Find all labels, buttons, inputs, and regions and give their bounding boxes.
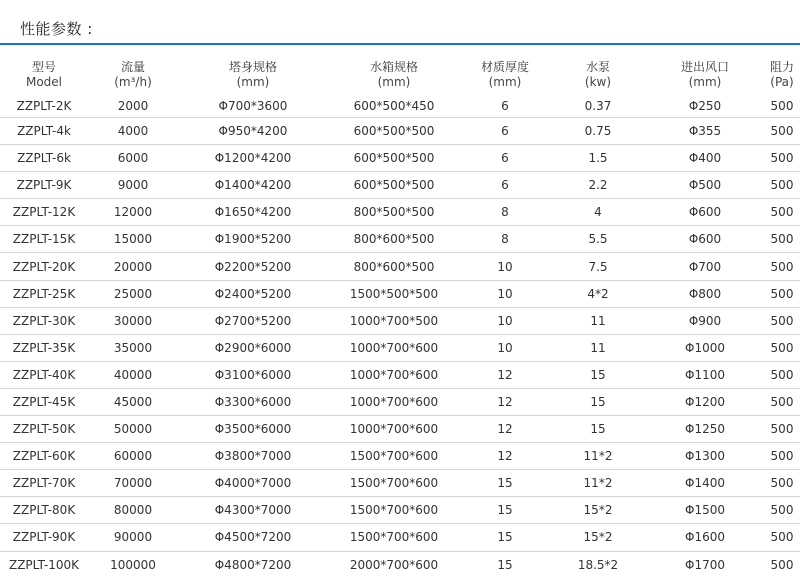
cell-model: ZZPLT-40K [0,361,88,388]
cell-resistance: 500 [764,524,800,551]
cell-thickness: 10 [460,280,550,307]
cell-air-port: Φ1500 [646,497,764,524]
cell-air-port: Φ500 [646,172,764,199]
cell-tower-spec: Φ950*4200 [178,118,328,145]
table-row [0,118,800,145]
cell-tower-spec: Φ3500*6000 [178,416,328,443]
table-row [0,361,800,388]
table-row [0,145,800,172]
header-tower-spec [178,60,328,94]
cell-pump: 11 [550,334,646,361]
cell-resistance: 500 [764,199,800,226]
header-unit: Model [25,75,63,89]
cell-model: ZZPLT-2K [0,94,88,118]
cell-resistance: 500 [764,388,800,415]
cell-resistance: 500 [764,497,800,524]
cell-model: ZZPLT-15K [0,226,88,253]
cell-tank-spec: 800*600*500 [328,253,460,280]
cell-thickness: 8 [460,199,550,226]
cell-thickness: 10 [460,307,550,334]
cell-resistance: 500 [764,280,800,307]
cell-air-port: Φ700 [646,253,764,280]
cell-flow: 2000 [88,94,178,118]
cell-air-port: Φ1600 [646,524,764,551]
header-label: 型号 [31,60,56,74]
cell-pump: 15 [550,361,646,388]
cell-pump: 7.5 [550,253,646,280]
header-label: 塔身规格 [228,60,277,74]
header-label: 水泵 [585,60,610,74]
cell-pump: 1.5 [550,145,646,172]
cell-air-port: Φ400 [646,145,764,172]
cell-pump: 11 [550,307,646,334]
cell-air-port: Φ800 [646,280,764,307]
cell-tower-spec: Φ4000*7000 [178,470,328,497]
table-header [0,60,800,94]
cell-resistance: 500 [764,94,800,118]
table-row [0,199,800,226]
cell-flow: 35000 [88,334,178,361]
cell-air-port: Φ1200 [646,388,764,415]
cell-air-port: Φ1250 [646,416,764,443]
table-row [0,334,800,361]
header-unit: (kw) [584,75,612,89]
cell-tank-spec: 1000*700*600 [328,334,460,361]
header-tank-spec [328,60,460,94]
cell-thickness: 10 [460,334,550,361]
section-title: 性能参数 : [20,20,93,38]
table-row [0,470,800,497]
table-row [0,443,800,470]
table-row [0,172,800,199]
header-air-port [646,60,764,94]
cell-thickness: 6 [460,118,550,145]
cell-pump: 11*2 [550,443,646,470]
cell-thickness: 12 [460,388,550,415]
cell-resistance: 500 [764,172,800,199]
header-label: 流量 [120,60,145,74]
title-divider [0,43,800,45]
cell-tower-spec: Φ1900*5200 [178,226,328,253]
cell-tower-spec: Φ1200*4200 [178,145,328,172]
table-row [0,307,800,334]
cell-air-port: Φ250 [646,94,764,118]
cell-tank-spec: 1500*700*600 [328,497,460,524]
header-unit: (mm) [236,75,270,89]
cell-flow: 60000 [88,443,178,470]
cell-pump: 18.5*2 [577,557,619,572]
header-thickness [460,60,550,94]
cell-pump: 15 [550,388,646,415]
cell-air-port: Φ900 [646,307,764,334]
header-unit: (mm) [488,75,522,89]
header-label: 水箱规格 [369,60,418,74]
cell-tank-spec: 600*500*500 [328,145,460,172]
cell-flow: 80000 [88,497,178,524]
cell-flow: 9000 [88,172,178,199]
cell-pump: 5.5 [550,226,646,253]
cell-model: ZZPLT-45K [0,388,88,415]
cell-thickness: 6 [460,145,550,172]
cell-model: ZZPLT-35K [0,334,88,361]
cell-flow: 100000 [110,557,156,572]
cell-air-port: Φ1000 [646,334,764,361]
cell-thickness: 12 [460,361,550,388]
cell-air-port: Φ1100 [646,361,764,388]
cell-tower-spec: Φ3100*6000 [178,361,328,388]
cell-thickness: 12 [460,416,550,443]
cell-tower-spec: Φ4500*7200 [178,524,328,551]
cell-pump: 2.2 [550,172,646,199]
cell-resistance: 500 [764,443,800,470]
cell-pump: 15*2 [550,524,646,551]
cell-tank-spec: 1500*700*600 [328,524,460,551]
cell-flow: 45000 [88,388,178,415]
cell-tower-spec: Φ1650*4200 [178,199,328,226]
cell-thickness: 15 [460,524,550,551]
cell-flow: 30000 [88,307,178,334]
cell-thickness: 15 [497,557,513,572]
cell-model: ZZPLT-70K [0,470,88,497]
cell-resistance: 500 [764,226,800,253]
cell-tank-spec: 1500*500*500 [328,280,460,307]
cell-tower-spec: Φ700*3600 [178,94,328,118]
cell-tank-spec: 2000*700*600 [349,557,439,572]
cell-tower-spec: Φ2700*5200 [178,307,328,334]
header-unit: (Pa) [770,75,794,89]
cell-flow: 12000 [88,199,178,226]
cell-resistance: 500 [764,145,800,172]
cell-tower-spec: Φ1400*4200 [178,172,328,199]
cell-model: ZZPLT-9K [0,172,88,199]
table-row [0,388,800,415]
cell-pump: 4*2 [550,280,646,307]
cell-tank-spec: 1000*700*600 [328,416,460,443]
table-row [0,253,800,280]
cell-model: ZZPLT-12K [0,199,88,226]
cell-tank-spec: 1500*700*600 [328,443,460,470]
cell-air-port: Φ600 [646,199,764,226]
cell-resistance: 500 [764,334,800,361]
cell-tower-spec: Φ2900*6000 [178,334,328,361]
cell-model: ZZPLT-90K [0,524,88,551]
cell-tank-spec: 1500*700*600 [328,470,460,497]
table-row [0,226,800,253]
header-unit: (mm) [688,75,722,89]
table-row [0,280,800,307]
cell-flow: 6000 [88,145,178,172]
header-pump [550,60,646,94]
cell-flow: 70000 [88,470,178,497]
cell-flow: 4000 [88,118,178,145]
cell-tank-spec: 1000*700*600 [328,388,460,415]
header-row [0,60,800,94]
cell-thickness: 6 [460,94,550,118]
cell-thickness: 15 [460,497,550,524]
cell-resistance: 500 [764,361,800,388]
cell-pump: 11*2 [550,470,646,497]
cell-model: ZZPLT-100K [8,557,80,572]
cell-air-port: Φ600 [646,226,764,253]
cell-air-port: Φ1700 [685,557,725,572]
cell-tank-spec: 600*500*500 [328,172,460,199]
cell-model: ZZPLT-50K [0,416,88,443]
header-model [0,60,88,94]
table-row [0,524,800,551]
cell-tower-spec: Φ4800*7200 [214,557,292,572]
cell-air-port: Φ1400 [646,470,764,497]
cell-flow: 25000 [88,280,178,307]
header-flow [88,60,178,94]
cell-pump: 15 [550,416,646,443]
cell-tank-spec: 600*500*450 [328,94,460,118]
cell-tank-spec: 600*500*500 [328,118,460,145]
table-row [0,497,800,524]
cell-tower-spec: Φ2200*5200 [178,253,328,280]
header-resistance [764,60,800,94]
cell-thickness: 12 [460,443,550,470]
cell-air-port: Φ355 [646,118,764,145]
cell-tower-spec: Φ2400*5200 [178,280,328,307]
cell-flow: 20000 [88,253,178,280]
cell-model: ZZPLT-60K [0,443,88,470]
cell-tower-spec: Φ4300*7000 [178,497,328,524]
header-label: 阻力 [769,60,794,74]
header-label: 进出风口 [680,60,729,74]
cell-thickness: 6 [460,172,550,199]
cell-resistance: 500 [764,118,800,145]
cell-pump: 0.37 [550,94,646,118]
cell-resistance: 500 [764,307,800,334]
table-row [0,416,800,443]
header-label: 材质厚度 [480,60,529,74]
cell-tank-spec: 800*600*500 [328,226,460,253]
cell-flow: 15000 [88,226,178,253]
cell-tower-spec: Φ3300*6000 [178,388,328,415]
cell-resistance: 500 [764,253,800,280]
cell-model: ZZPLT-30K [0,307,88,334]
cell-resistance: 500 [770,557,794,572]
cell-resistance: 500 [764,470,800,497]
cell-pump: 0.75 [550,118,646,145]
header-unit: (m³/h) [114,75,152,89]
table-row [0,551,800,578]
cell-pump: 15*2 [550,497,646,524]
table-body [0,94,800,578]
cell-model: ZZPLT-80K [0,497,88,524]
cell-tank-spec: 1000*700*600 [328,361,460,388]
cell-flow: 40000 [88,361,178,388]
cell-tower-spec: Φ3800*7000 [178,443,328,470]
cell-thickness: 10 [460,253,550,280]
performance-parameters-table [0,60,800,578]
cell-tank-spec: 800*500*500 [328,199,460,226]
cell-air-port: Φ1300 [646,443,764,470]
cell-pump: 4 [550,199,646,226]
table-row [0,94,800,118]
header-unit: (mm) [377,75,411,89]
cell-tank-spec: 1000*700*500 [328,307,460,334]
cell-flow: 90000 [88,524,178,551]
cell-resistance: 500 [764,416,800,443]
cell-thickness: 15 [460,470,550,497]
cell-model: ZZPLT-20K [0,253,88,280]
cell-model: ZZPLT-6k [0,145,88,172]
cell-thickness: 8 [460,226,550,253]
cell-model: ZZPLT-4k [0,118,88,145]
cell-flow: 50000 [88,416,178,443]
cell-model: ZZPLT-25K [0,280,88,307]
